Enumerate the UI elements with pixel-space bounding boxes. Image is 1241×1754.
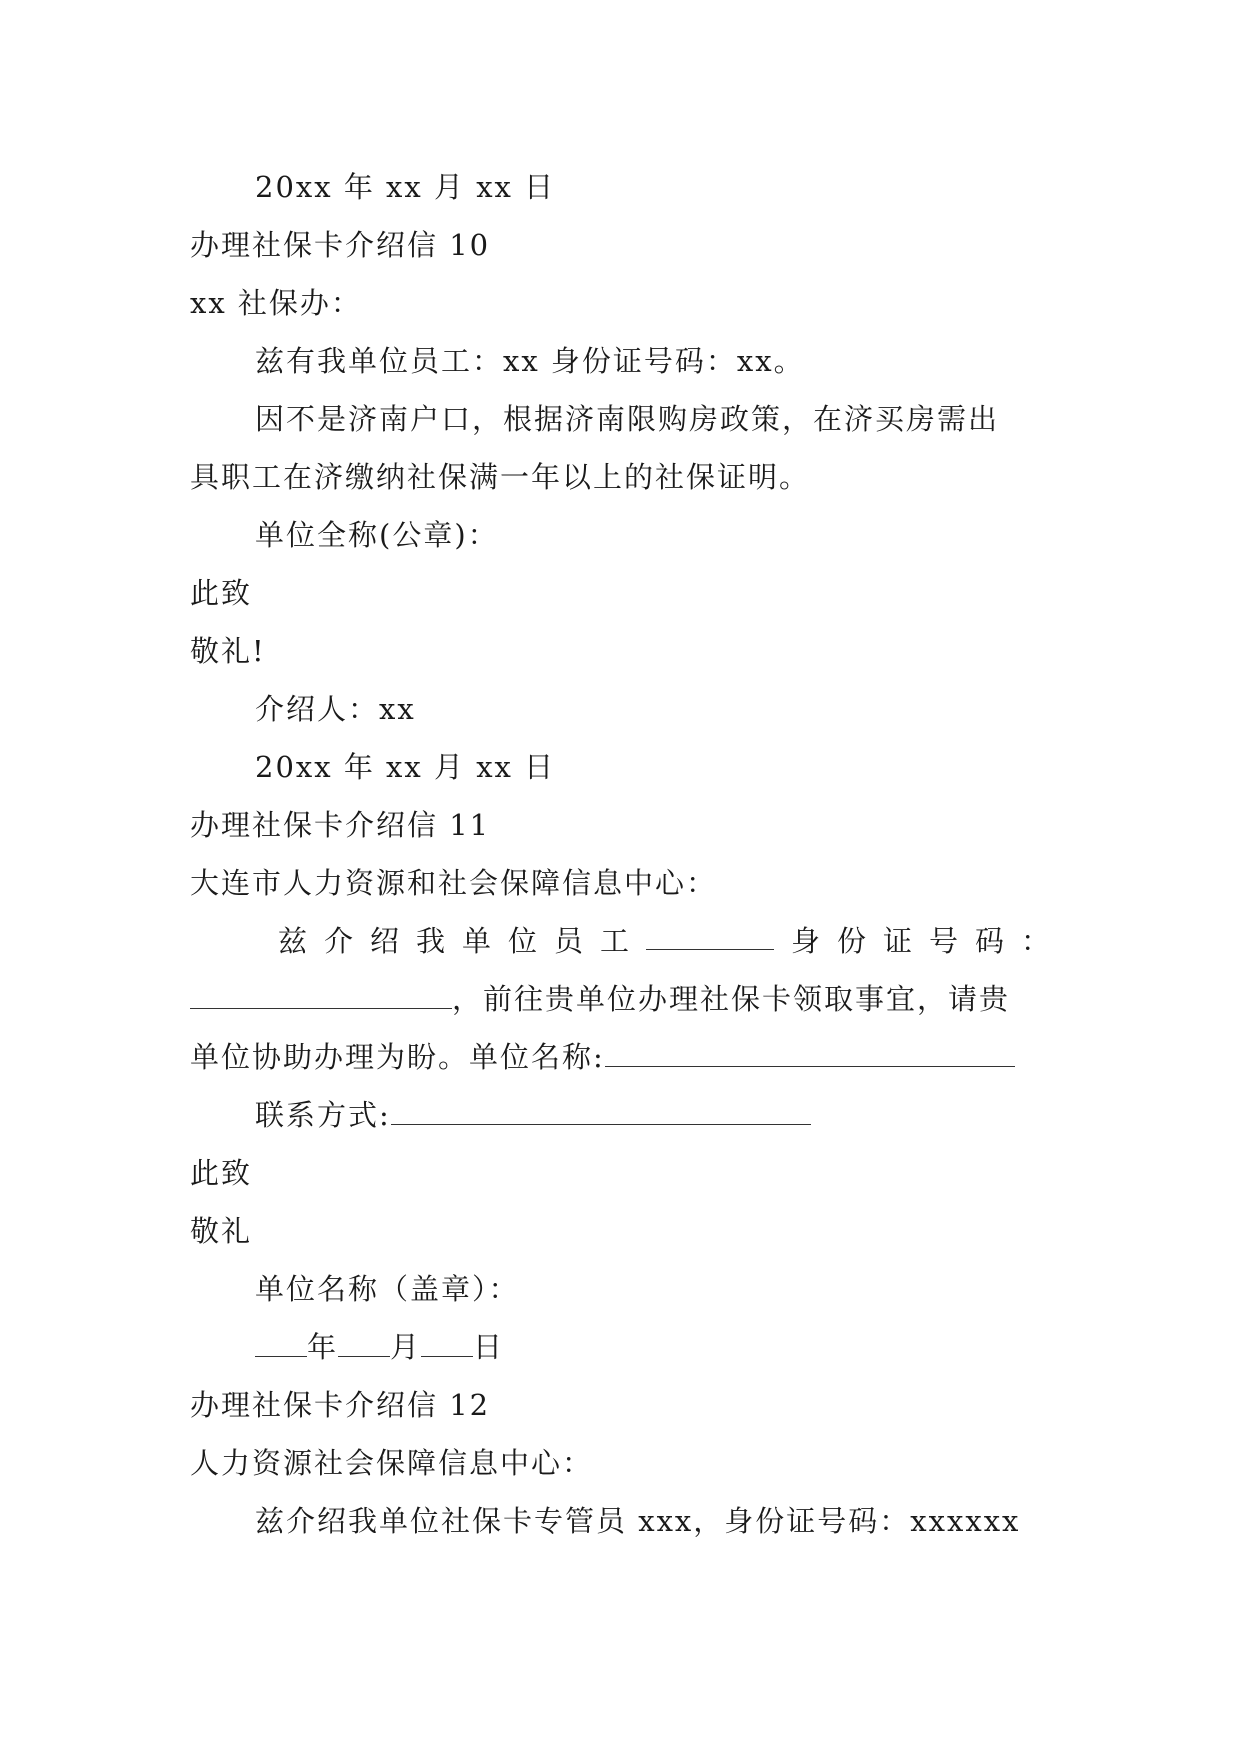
letter10-body-1: 兹有我单位员工：xx 身份证号码：xx。 — [255, 344, 805, 378]
org-name-blank-line — [605, 1038, 1015, 1067]
letter10-org: 单位全称(公章)： — [255, 518, 499, 552]
letter10-body-2b: 具职工在济缴纳社保满一年以上的社保证明。 — [190, 460, 811, 494]
day-label: 日 — [473, 1330, 505, 1364]
letter11-body-line-2 — [190, 979, 1050, 1019]
letter10-closing-1: 此致 — [190, 576, 253, 610]
name-blank-line — [646, 921, 774, 950]
day-blank-line — [421, 1328, 473, 1357]
letter10-title: 办理社保卡介绍信 10 — [190, 228, 491, 262]
body-char: 身 — [790, 924, 820, 958]
letter11-title: 办理社保卡介绍信 11 — [190, 808, 491, 842]
letter10-introducer: 介绍人：xx — [255, 692, 416, 726]
body-char: 我 — [416, 924, 446, 958]
letter11-body-line-3 — [190, 1037, 1050, 1077]
letter10-recipient: xx 社保办： — [190, 286, 362, 320]
letter11-contact-label: 联系方式: — [255, 1098, 391, 1132]
letter10-date: 20xx 年 xx 月 xx 日 — [255, 750, 556, 784]
letter12-body-1: 兹介绍我单位社保卡专管员 xxx，身份证号码：xxxxxx — [255, 1504, 1021, 1538]
letter11-closing-1: 此致 — [190, 1156, 253, 1190]
letter10-body-2a: 因不是济南户口，根据济南限购房政策，在济买房需出 — [255, 402, 1000, 436]
body-char: 份 — [836, 924, 866, 958]
body-char: 员 — [554, 924, 584, 958]
contact-blank-line — [391, 1096, 811, 1125]
body-char: 码 — [974, 924, 1004, 958]
year-blank-line — [255, 1328, 307, 1357]
body-char: 单 — [462, 924, 492, 958]
letter11-date — [255, 1327, 1050, 1367]
letter11-org-seal: 单位名称（盖章）： — [255, 1272, 520, 1306]
letter11-closing-2: 敬礼 — [190, 1214, 253, 1248]
letter11-body-text-3: 单位协助办理为盼。单位名称: — [190, 1040, 605, 1074]
letter10-closing-2: 敬礼! — [190, 634, 266, 668]
letter11-contact — [255, 1095, 1050, 1135]
body-char: 位 — [508, 924, 538, 958]
body-char: 证 — [882, 924, 912, 958]
month-label: 月 — [390, 1330, 422, 1364]
letter9-date: 20xx 年 xx 月 xx 日 — [255, 170, 556, 204]
body-char: 绍 — [370, 924, 400, 958]
letter11-body-text-2: ，前往贵单位办理社保卡领取事宜，请贵 — [452, 982, 1011, 1016]
year-label: 年 — [307, 1330, 339, 1364]
letter12-recipient: 人力资源社会保障信息中心： — [190, 1446, 594, 1480]
month-blank-line — [338, 1328, 390, 1357]
body-char: 介 — [324, 924, 354, 958]
letter12-title: 办理社保卡介绍信 12 — [190, 1388, 491, 1422]
id-blank-line — [190, 980, 452, 1009]
body-char: 兹 — [278, 924, 308, 958]
body-char: 工 — [600, 924, 630, 958]
letter11-recipient: 大连市人力资源和社会保障信息中心： — [190, 866, 718, 900]
body-char: ： — [1020, 924, 1050, 958]
letter11-body-line-1 — [278, 921, 1050, 961]
body-char: 号 — [928, 924, 958, 958]
